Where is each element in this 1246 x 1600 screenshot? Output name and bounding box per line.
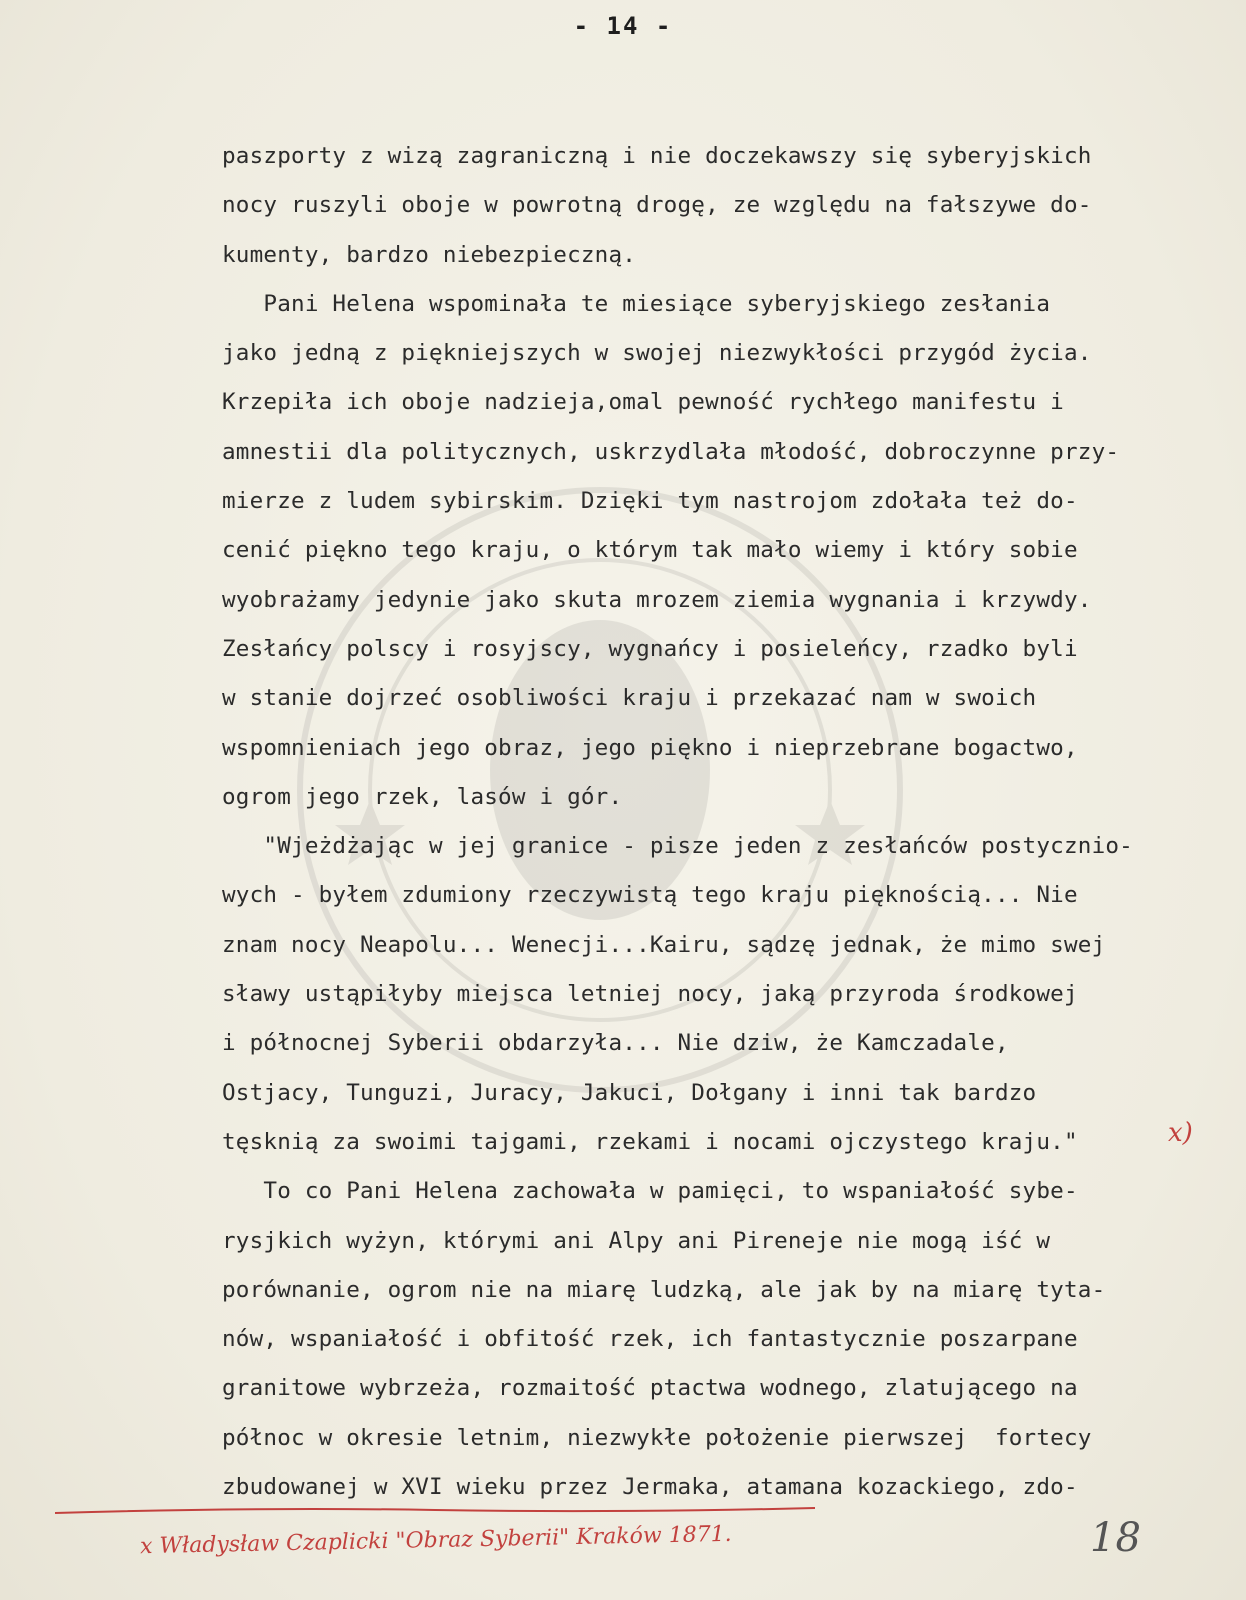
text-line: ogrom jego rzek, lasów i gór. — [222, 783, 623, 810]
text-line: amnestii dla politycznych, uskrzydlała młodość, dobroczynne przy- — [222, 438, 1120, 465]
text-line: kumenty, bardzo niebezpieczną. — [222, 241, 637, 268]
text-line: rysjkich wyżyn, którymi ani Alpy ani Pireneje nie mogą iść w — [222, 1227, 1051, 1254]
text-line: Pani Helena wspominała te miesiące syberyjskiego zesłania — [222, 290, 1051, 317]
text-line: Ostjacy, Tunguzi, Juracy, Jakuci, Dołgany i inni tak bardzo — [222, 1079, 1037, 1106]
text-line: sławy ustąpiłyby miejsca letniej nocy, jaką przyroda środkowej — [222, 981, 1078, 1008]
text-line: zbudowanej w XVI wieku przez Jermaka, atamana kozackiego, zdo- — [222, 1474, 1078, 1501]
text-line: mierze z ludem sybirskim. Dzięki tym nastrojom zdołała też do- — [222, 488, 1078, 515]
text-line: Zesłańcy polscy i rosyjscy, wygnańcy i posieleńcy, rzadko byli — [222, 635, 1078, 662]
text-line: wspomnieniach jego obraz, jego piękno i nieprzebrane bogactwo, — [222, 734, 1078, 761]
text-line: "Wjeżdżając w jej granice - pisze jeden z zesłańców postycznio- — [222, 833, 1133, 860]
margin-footnote-mark: x) — [1168, 1118, 1193, 1148]
text-line: nów, wspaniałość i obfitość rzek, ich fantastycznie poszarpane — [222, 1326, 1078, 1353]
text-line: paszporty z wizą zagraniczną i nie doczekawszy się syberyjskich — [222, 143, 1092, 169]
handwritten-footnote: x Władysław Czaplicki "Obraz Syberii" Kraków 1871. — [139, 1521, 732, 1560]
text-line: granitowe wybrzeża, rozmaitość ptactwa wodnego, zlatującego na — [222, 1375, 1078, 1402]
text-line: To co Pani Helena zachowała w pamięci, to wspaniałość sybe- — [222, 1178, 1078, 1205]
typewritten-body — [222, 132, 1222, 1512]
text-line: nocy ruszyli oboje w powrotną drogę, ze względu na fałszywe do- — [222, 192, 1092, 219]
page-number: - 14 - — [573, 12, 673, 40]
text-line: tęsknią za swoimi tajgami, rzekami i nocami ojczystego kraju." — [222, 1128, 1078, 1155]
text-line: i północnej Syberii obdarzyła... Nie dziw, że Kamczadale, — [222, 1030, 1009, 1057]
archive-sheet-number: 18 — [1090, 1515, 1141, 1561]
text-line: znam nocy Neapolu... Wenecji...Kairu, sądzę jednak, że mimo swej — [222, 931, 1106, 958]
text-line: wyobrażamy jedynie jako skuta mrozem ziemia wygnania i krzywdy. — [222, 586, 1092, 613]
text-line: cenić piękno tego kraju, o którym tak mało wiemy i który sobie — [222, 537, 1078, 564]
text-line: w stanie dojrzeć osobliwości kraju i przekazać nam w swoich — [222, 685, 1037, 712]
text-line: wych - byłem zdumiony rzeczywistą tego kraju pięknością... Nie — [222, 882, 1078, 909]
text-line: północ w okresie letnim, niezwykłe położenie pierwszej fortecy — [222, 1424, 1092, 1451]
text-line: Krzepiła ich oboje nadzieja,omal pewność rychłego manifestu i — [222, 389, 1064, 416]
text-line: jako jedną z piękniejszych w swojej niezwykłości przygód życia. — [222, 340, 1092, 367]
text-line: porównanie, ogrom nie na miarę ludzką, ale jak by na miarę tyta- — [222, 1276, 1106, 1303]
